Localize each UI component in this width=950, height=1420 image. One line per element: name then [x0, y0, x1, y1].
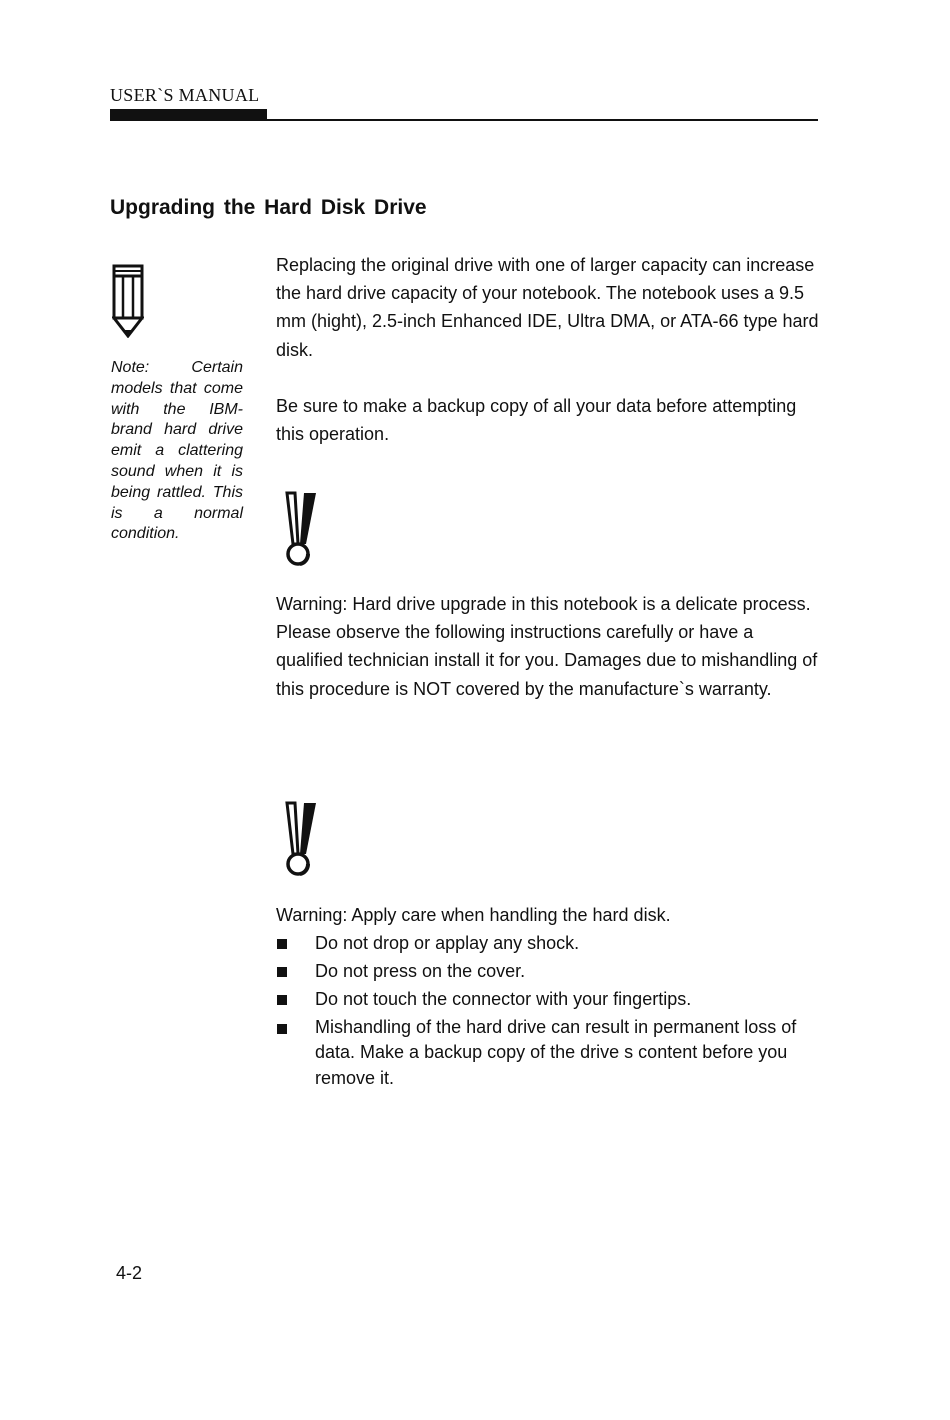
page-number: 4-2 [116, 1263, 143, 1283]
note-text: Note: Certain models that come with the IBM-brand hard drive emit a clattering sound when it is being rattled. This is a normal condition. [111, 359, 243, 543]
list-item-text: Do not press on the cover. [315, 961, 526, 982]
list-item-text: Do not drop or applay any shock. [315, 933, 580, 953]
bullet-square-icon [277, 939, 287, 949]
list-item [276, 929, 821, 957]
bullet-square-icon [277, 967, 287, 977]
handling-bullet-list [276, 929, 821, 1091]
backup-paragraph: Be sure to make a backup copy of all your data before attempting this operation. [276, 396, 797, 445]
pencil-icon [112, 264, 144, 338]
list-item-text: Do not touch the connector with your fingertips. [315, 989, 692, 1010]
note [111, 358, 243, 545]
list-item-text: Mishandling of the hard drive can result in permanent loss of data. Make a backup copy of the drive s content before you remove it. [315, 1016, 797, 1088]
list-item [276, 985, 821, 1013]
intro-paragraph: Replacing the original drive with one of larger capacity can increase the hard drive capacity of your notebook. The notebook uses a 9.5 mm (hight), 2.5-inch Enhanced IDE, Ultra DMA, or ATA-66 type hard disk. [276, 255, 819, 360]
bullet-square-icon [277, 1024, 287, 1034]
section-title: Upgrading the Hard Disk Drive [110, 196, 427, 219]
bullet-square-icon [277, 995, 287, 1005]
exclamation-icon [282, 800, 320, 878]
list-item [276, 957, 821, 985]
header-title: USER`S MANUAL [110, 85, 260, 105]
exclamation-icon [282, 490, 320, 568]
warning-paragraph-2: Warning: Apply care when handling the hard disk. [276, 905, 671, 925]
header-rule-thin [110, 119, 818, 121]
warning-paragraph-1: Warning: Hard drive upgrade in this notebook is a delicate process. Please observe the following instructions carefully or have a qualified technician install it for you. Damages due to mishandling of this procedure is NOT covered by the manufacture`s warranty. [276, 594, 818, 699]
list-item [276, 1014, 821, 1092]
